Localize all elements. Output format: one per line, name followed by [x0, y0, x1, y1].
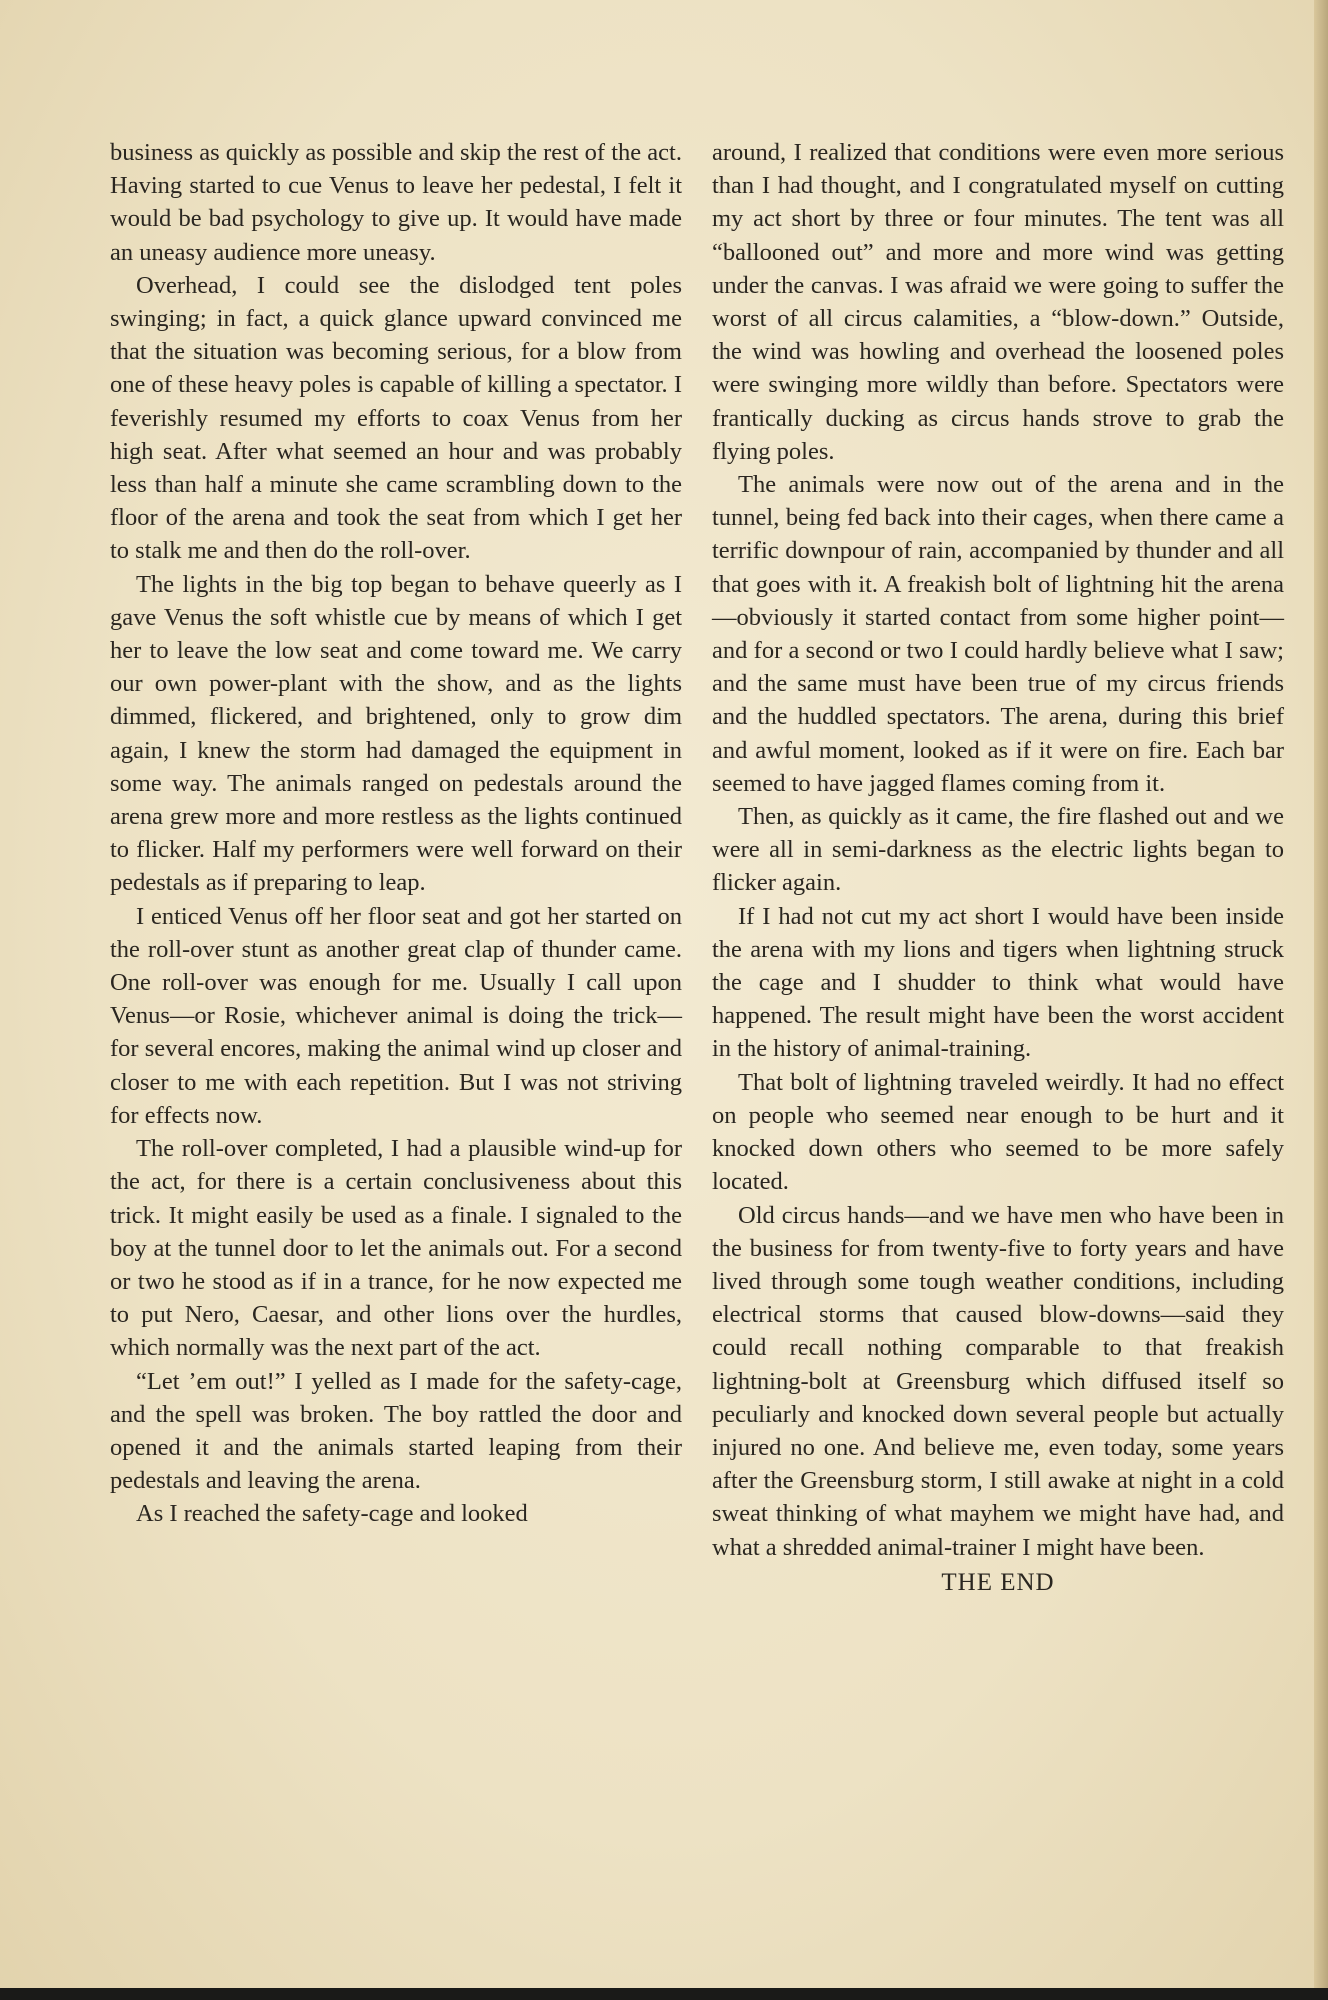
page-edge	[1314, 0, 1328, 2000]
paragraph: business as quickly as possible and skip the rest of the act. Having started to cue Venus to leave her pedestal, I felt it would be bad psychology to give up. It would have made an uneasy audience more uneasy.	[110, 139, 682, 266]
paragraph: That bolt of lightning traveled weirdly. It had no effect on people who seemed near enough to be hurt and it knocked down others who seemed to be more safely located.	[712, 1068, 1284, 1196]
paragraph: Overhead, I could see the dislodged tent poles swinging; in fact, a quick glance upward convinced me that the situation was becoming serious, for a blow from one of these heavy poles is capable of killing a spectator. I feverishly resumed my efforts to coax Venus from her high seat. After what seemed an hour and was probably less than half a minute she came scrambling down to the floor of the arena and took the seat from which I get her to stalk me and then do the roll-over.	[110, 271, 682, 565]
paragraph: As I reached the safety-cage and looked	[136, 1500, 528, 1528]
paragraph: Then, as quickly as it came, the fire flashed out and we were all in semi-darkness as the electric lights began to flicker again.	[712, 803, 1284, 897]
paragraph: The lights in the big top began to behave queerly as I gave Venus the soft whistle cue by means of which I get her to leave the low seat and come toward me. We carry our own power-plant with the show, and as the lights dimmed, flickered, and brightened, only to grow dim again, I knew the storm had damaged the equipment in some way. The animals ranged on pedestals around the arena grew more and more restless as the lights continued to flicker. Half my performers were well forward on their pedestals as if preparing to leap.	[110, 570, 682, 897]
paragraph: around, I realized that conditions were even more serious than I had thought, and I congratulated myself on cutting my act short by three or four minutes. The tent was all “ballooned out” and more and more wind was getting under the canvas. I was afraid we were going to suffer the worst of all circus calamities, a “blow-down.” Outside, the wind was howling and overhead the loosened poles were swinging more wildly than before. Spectators were frantically ducking as circus hands strove to grab the flying poles.	[712, 139, 1284, 465]
left-column	[110, 136, 682, 1531]
right-column	[712, 136, 1284, 1599]
page-bottom-border	[0, 1988, 1328, 2000]
paragraph: I enticed Venus off her floor seat and got her started on the roll-over stunt as another great clap of thunder came. One roll-over was enough for me. Usually I call upon Venus—or Rosie, whichever animal is doing the trick—for several encores, making the animal wind up closer and closer to me with each repetition. But I was not striving for effects now.	[110, 902, 682, 1129]
paragraph: Old circus hands—and we have men who have been in the business for from twenty-five to forty years and have lived through some tough weather conditions, including electrical storms that caused blow-downs—said they could recall nothing comparable to that freakish lightning-bolt at Greensburg which diffused itself so peculiarly and knocked down several people but actually injured no one. And believe me, even today, some years after the Greensburg storm, I still awake at night in a cold sweat thinking of what mayhem we might have had, and what a shredded animal-trainer I might have been.	[712, 1201, 1284, 1561]
paragraph: If I had not cut my act short I would have been inside the arena with my lions and tigers when lightning struck the cage and I shudder to think what would have happened. The result might have been the worst accident in the history of animal-training.	[712, 902, 1284, 1063]
paragraph: “Let ’em out!” I yelled as I made for the safety-cage, and the spell was broken. The boy rattled the door and opened it and the animals started leaping from their pedestals and leaving the arena.	[110, 1367, 682, 1495]
the-end-label: THE END	[941, 1568, 1055, 1596]
paragraph: The animals were now out of the arena and in the tunnel, being fed back into their cages, when there came a terrific downpour of rain, accompanied by thunder and all that goes with it. A freakish bolt of lightning hit the arena—obviously it started contact from some higher point—and for a second or two I could hardly believe what I saw; and the same must have been true of my circus friends and the huddled spectators. The arena, during this brief and awful moment, looked as if it were on fire. Each bar seemed to have jagged flames coming from it.	[712, 471, 1284, 797]
paragraph: The roll-over completed, I had a plausible wind-up for the act, for there is a certain conclusiveness about this trick. It might easily be used as a finale. I signaled to the boy at the tunnel door to let the animals out. For a second or two he stood as if in a trance, for he now expected me to put Nero, Caesar, and other lions over the hurdles, which normally was the next part of the act.	[110, 1135, 682, 1362]
